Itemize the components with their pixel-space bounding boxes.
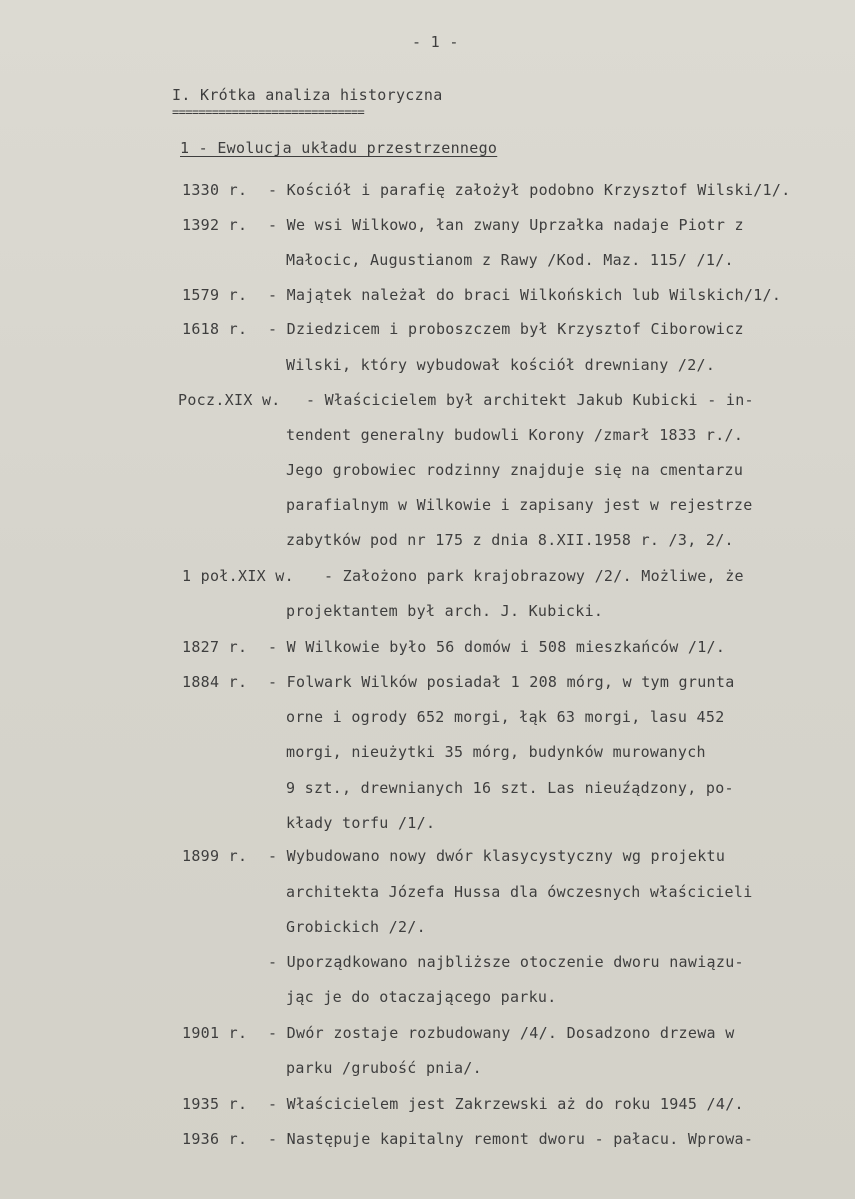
- entry-line: - Właścicielem był architekt Jakub Kubicki - in-: [306, 391, 754, 409]
- entry-date: 1 poł.XIX w.: [182, 567, 294, 585]
- entry-line: - Wybudowano nowy dwór klasycystyczny wg projektu: [268, 847, 726, 865]
- entry-line: - Dwór zostaje rozbudowany /4/. Dosadzono drzewa w: [268, 1024, 735, 1042]
- entry-line: - Następuje kapitalny remont dworu - pałacu. Wprowa-: [268, 1130, 754, 1148]
- entry-date: 1330 r.: [182, 181, 248, 199]
- entry-line: jąc je do otaczającego parku.: [286, 988, 557, 1006]
- entry-line: Grobickich /2/.: [286, 918, 426, 936]
- entry-line: zabytków pod nr 175 z dnia 8.XII.1958 r. /3, 2/.: [286, 531, 734, 549]
- entry-line: - We wsi Wilkowo, łan zwany Uprzałka nadaje Piotr z: [268, 216, 744, 234]
- entry-date: 1827 r.: [182, 638, 248, 656]
- subsection-heading: 1 - Ewolucja układu przestrzennego: [180, 139, 498, 157]
- entry-line: Wilski, który wybudował kościół drewniany /2/.: [286, 356, 716, 374]
- entry-line: - Majątek należał do braci Wilkońskich lub Wilskich/1/.: [268, 286, 782, 304]
- entry-line: - Kościół i parafię założył podobno Krzysztof Wilski/1/.: [268, 181, 791, 199]
- entry-line: - Dziedzicem i proboszczem był Krzysztof Ciborowicz: [268, 320, 744, 338]
- entry-line: parku /grubość pnia/.: [286, 1059, 482, 1077]
- entry-line: morgi, nieużytki 35 mórg, budynków murowanych: [286, 743, 706, 761]
- entry-line: 9 szt., drewnianych 16 szt. Las nieuźądzony, po-: [286, 779, 734, 797]
- entry-date: 1901 r.: [182, 1024, 248, 1042]
- entry-line: - Uporządkowano najbliższe otoczenie dworu nawiązu-: [268, 953, 744, 971]
- entry-line: - W Wilkowie było 56 domów i 508 mieszkańców /1/.: [268, 638, 726, 656]
- entry-date: 1579 r.: [182, 286, 248, 304]
- entry-line: kłady torfu /1/.: [286, 814, 436, 832]
- section-heading: I. Krótka analiza historyczna: [172, 86, 443, 104]
- entry-date: 1936 r.: [182, 1130, 248, 1148]
- entry-date: 1618 r.: [182, 320, 248, 338]
- entry-line: parafialnym w Wilkowie i zapisany jest w rejestrze: [286, 496, 753, 514]
- entry-date: 1935 r.: [182, 1095, 248, 1113]
- entry-date: 1392 r.: [182, 216, 248, 234]
- entry-line: - Folwark Wilków posiadał 1 208 mórg, w tym grunta: [268, 673, 735, 691]
- entry-line: architekta Józefa Hussa dla ówczesnych właścicieli: [286, 883, 753, 901]
- entry-line: - Właścicielem jest Zakrzewski aż do roku 1945 /4/.: [268, 1095, 744, 1113]
- entry-line: Małocic, Augustianom z Rawy /Kod. Maz. 115/ /1/.: [286, 251, 734, 269]
- entry-date: Pocz.XIX w.: [178, 391, 281, 409]
- entry-line: - Założono park krajobrazowy /2/. Możliwe, że: [324, 567, 744, 585]
- entry-date: 1899 r.: [182, 847, 248, 865]
- entry-line: Jego grobowiec rodzinny znajduje się na cmentarzu: [286, 461, 744, 479]
- entry-date: 1884 r.: [182, 673, 248, 691]
- entry-line: tendent generalny budowli Korony /zmarł 1833 r./.: [286, 426, 744, 444]
- heading-double-underline: =============================: [172, 105, 365, 119]
- entry-line: projektantem był arch. J. Kubicki.: [286, 602, 604, 620]
- page-number: - 1 -: [412, 33, 459, 51]
- entry-line: orne i ogrody 652 morgi, łąk 63 morgi, lasu 452: [286, 708, 725, 726]
